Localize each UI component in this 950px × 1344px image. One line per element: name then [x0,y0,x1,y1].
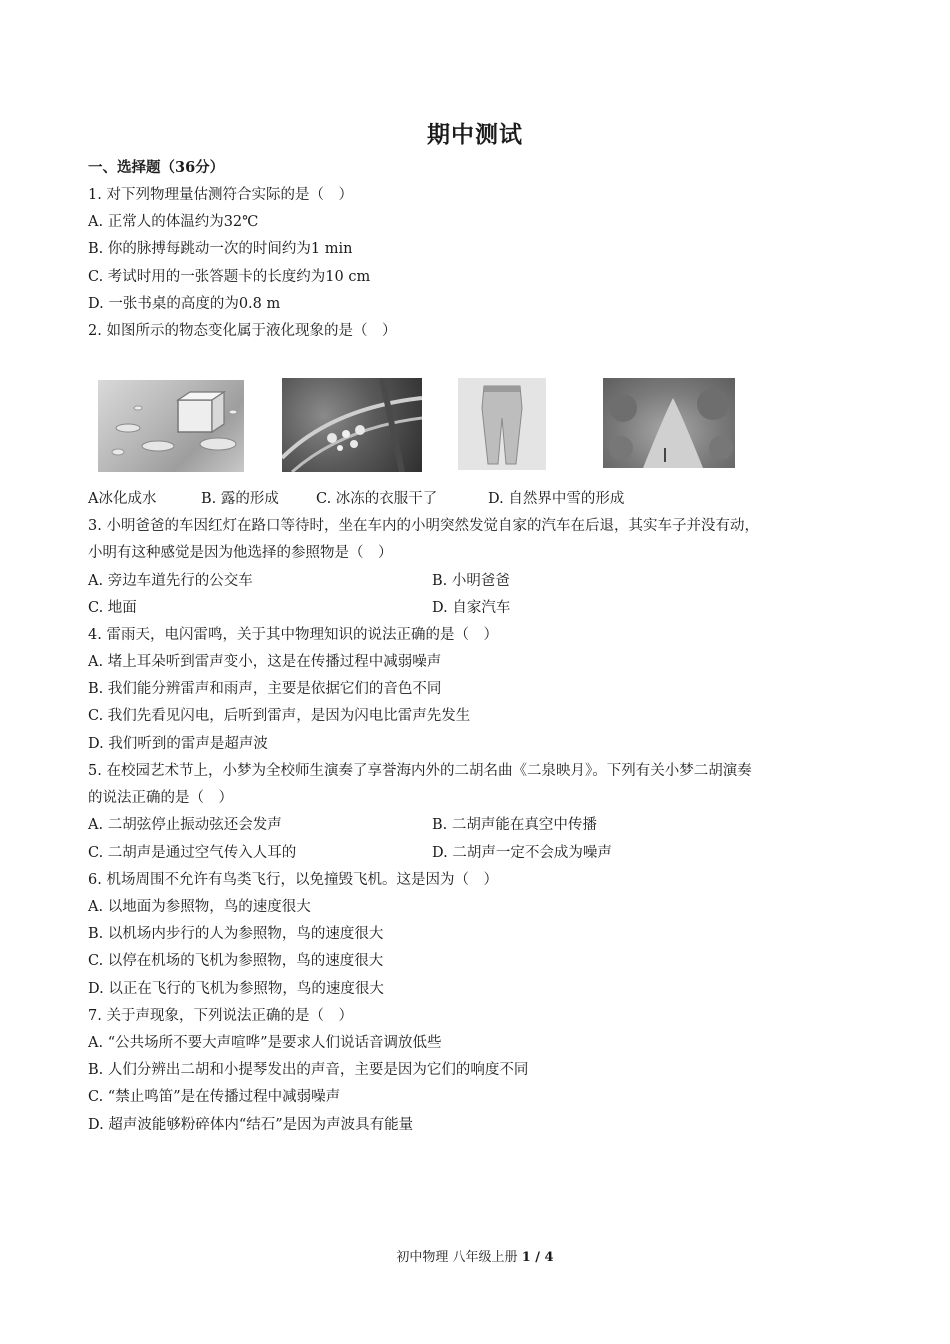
q5-option-d: D. 二胡声一定不会成为噪声 [432,845,612,861]
q3-option-c: C. 地面 [88,600,137,616]
q2-option-b: B. 露的形成 [201,491,279,507]
page-title: 期中测试 [427,121,523,148]
q5-option-b: B. 二胡声能在真空中传播 [432,817,597,833]
q6-option-c: C. 以停在机场的飞机为参照物，鸟的速度很大 [88,953,384,969]
q1-option-c: C. 考试时用的一张答题卡的长度约为10 cm [88,269,371,285]
q2-stem: 2. 如图所示的物态变化属于液化现象的是（ ） [88,323,397,339]
q7-option-b: B. 人们分辨出二胡和小提琴发出的声音，主要是因为它们的响度不同 [88,1062,529,1078]
q7-option-c: C. “禁止鸣笛”是在传播过程中减弱噪声 [88,1089,341,1105]
q5-option-c: C. 二胡声是通过空气传入人耳的 [88,845,297,861]
q1-stem: 1. 对下列物理量估测符合实际的是（ ） [88,187,353,203]
q3-option-d: D. 自家汽车 [432,600,511,616]
page-number: 1 / 4 [521,1250,554,1265]
q7-option-a: A. “公共场所不要大声喧哗”是要求人们说话音调放低些 [88,1035,442,1051]
q1-option-b: B. 你的脉搏每跳动一次的时间约为1 min [88,241,353,257]
q4-option-c: C. 我们先看见闪电，后听到雷声，是因为闪电比雷声先发生 [88,708,471,724]
q5-stem-line2: 的说法正确的是（ ） [88,790,233,806]
q6-option-d: D. 以正在飞行的飞机为参照物，鸟的速度很大 [88,981,384,997]
dew-image [282,378,422,472]
q4-option-b: B. 我们能分辨雷声和雨声，主要是依据它们的音色不同 [88,681,442,697]
q3-stem-line2: 小明有这种感觉是因为他选择的参照物是（ ） [88,545,393,561]
q1-option-a: A. 正常人的体温约为32℃ [88,214,259,230]
footer-text: 初中物理 八年级上册 [396,1250,518,1265]
q1-option-d: D. 一张书桌的高度的为0.8 m [88,296,281,312]
q6-option-a: A. 以地面为参照物，鸟的速度很大 [88,899,311,915]
q4-stem: 4. 雷雨天，电闪雷鸣，关于其中物理知识的说法正确的是（ ） [88,627,498,643]
q2-option-c: C. 冰冻的衣服干了 [316,491,438,507]
q4-option-a: A. 堵上耳朵听到雷声变小，这是在传播过程中减弱噪声 [88,654,442,670]
q5-option-a: A. 二胡弦停止振动弦还会发声 [88,817,282,833]
frozen-clothes-image [458,378,546,470]
page-footer [0,1246,950,1265]
q3-option-a: A. 旁边车道先行的公交车 [88,573,253,589]
q3-option-b: B. 小明爸爸 [432,573,510,589]
q2-option-a: A冰化成水 [88,491,157,507]
q3-stem-line1: 3. 小明爸爸的车因红灯在路口等待时，坐在车内的小明突然发觉自家的汽车在后退，其实车子并没有动， [88,518,759,534]
q6-stem: 6. 机场周围不允许有鸟类飞行，以免撞毁飞机。这是因为（ ） [88,872,498,888]
ice-melting-image [98,380,244,472]
q7-option-d: D. 超声波能够粉碎体内“结石”是因为声波具有能量 [88,1117,414,1133]
q6-option-b: B. 以机场内步行的人为参照物，鸟的速度很大 [88,926,384,942]
q4-option-d: D. 我们听到的雷声是超声波 [88,736,268,752]
q5-stem-line1: 5. 在校园艺术节上，小梦为全校师生演奏了享誉海内外的二胡名曲《二泉映月》。下列有关小梦二胡演奏 [88,763,752,779]
q7-stem: 7. 关于声现象，下列说法正确的是（ ） [88,1008,353,1024]
snow-image [603,378,735,468]
q2-option-d: D. 自然界中雪的形成 [488,491,625,507]
section-heading: 一、选择题（36分） [88,159,225,176]
